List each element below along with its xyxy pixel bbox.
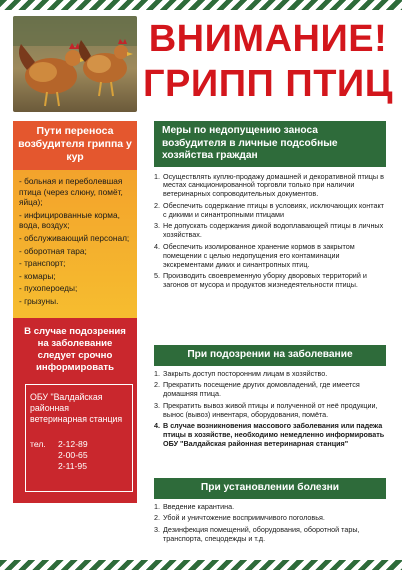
list-text: Введение карантина. xyxy=(163,501,235,511)
list-text: Обеспечить изолированное хранение кормов в закрытом помещении с целью недопущения его контаминации экскрементами диких и синантропных птиц. xyxy=(163,242,355,269)
list-item: - пухопероеды; xyxy=(19,283,78,294)
phone-block xyxy=(30,439,128,472)
transmission-routes-title: Пути переноса возбудителя гриппа у кур xyxy=(13,121,137,170)
list-item xyxy=(154,202,386,220)
suspicion-title: При подозрении на заболевание xyxy=(154,345,386,366)
list-number: 1. xyxy=(154,501,160,511)
suspicion-list xyxy=(154,370,386,449)
list-item xyxy=(154,514,386,523)
list-number: 1. xyxy=(154,368,160,378)
list-item: - больная и переболевшая птица (через слюну, помёт, яйца); xyxy=(19,176,123,208)
transmission-routes-panel xyxy=(13,121,137,336)
report-contact-panel xyxy=(13,318,137,503)
list-text: Прекратить посещение других домовладений, где имеется домашняя птица. xyxy=(163,380,360,399)
disease-established-section xyxy=(154,478,386,544)
list-text: Не допускать содержания дикой водоплавающей птицы в личных хозяйствах. xyxy=(163,221,384,240)
list-number: 2. xyxy=(154,200,160,210)
list-text: Дезинфекция помещений, оборудования, оборотной тары, транспорта, спецодежды и т.д. xyxy=(163,525,360,543)
transmission-routes-list xyxy=(13,170,137,307)
top-stripe-border xyxy=(0,0,402,10)
prevention-measures-section xyxy=(154,121,386,290)
list-item xyxy=(154,370,386,379)
list-number: 3. xyxy=(154,221,160,231)
list-text: Обеспечить содержание птицы в условиях, исключающих контакт с дикими и синантропными птицами xyxy=(163,200,384,219)
vet-station-contact-box xyxy=(25,384,133,492)
list-item xyxy=(154,272,386,290)
disease-established-list xyxy=(154,503,386,544)
list-item xyxy=(154,526,386,544)
phone-list xyxy=(58,439,88,472)
list-item xyxy=(154,503,386,512)
list-item xyxy=(154,402,386,420)
phone-label: тел. xyxy=(30,439,46,449)
list-item-emphasis xyxy=(154,422,386,448)
list-number: 4. xyxy=(154,242,160,252)
list-text: Закрыть доступ посторонним лицам в хозяйство. xyxy=(163,368,328,378)
list-number: 3. xyxy=(154,400,160,410)
phone-number: 2-12-89 xyxy=(58,439,88,449)
phone-number: 2-11-95 xyxy=(58,461,87,471)
vet-station-name: ОБУ "Валдайская районная ветеринарная станция xyxy=(30,392,123,424)
prevention-measures-list xyxy=(154,173,386,291)
chickens-photo xyxy=(13,16,137,112)
bottom-stripe-border xyxy=(0,560,402,570)
phone-number: 2-00-65 xyxy=(58,450,88,460)
list-item xyxy=(154,222,386,240)
list-text: Производить своевременную уборку дворовых территорий и загонов от мусора и продуктов жизнедеятельности птицы. xyxy=(163,271,367,290)
list-text: Прекратить вывоз живой птицы и полученной от неё продукции, вынос (вывоз) инвентаря, оборудования, помёта. xyxy=(163,400,378,419)
list-number: 5. xyxy=(154,271,160,281)
list-item xyxy=(154,243,386,269)
list-item: - оборотная тара; xyxy=(19,245,87,256)
list-number: 2. xyxy=(154,513,160,523)
headline-attention: ВНИМАНИЕ! xyxy=(148,18,388,60)
suspicion-section xyxy=(154,345,386,449)
report-contact-title: В случае подозрения на заболевание следует срочно информировать xyxy=(24,326,126,373)
list-item: - инфицированные корма, вода, воздух; xyxy=(19,209,120,231)
list-number: 4. xyxy=(154,421,160,431)
list-number: 2. xyxy=(154,380,160,390)
list-text: Осуществлять куплю-продажу домашней и декоративной птицы в местах санкционированной торговли только при наличии ветеринарных сопроводительных документов. xyxy=(163,171,384,199)
list-item xyxy=(154,173,386,199)
prevention-measures-title: Меры по недопущению заноса возбудителя в личные подсобные хозяйства граждан xyxy=(154,121,386,167)
headline-bird-flu: ГРИПП ПТИЦ xyxy=(143,63,393,105)
headline xyxy=(142,18,394,106)
list-item: - грызуны. xyxy=(19,295,59,306)
list-item: - комары; xyxy=(19,270,56,281)
list-item: - транспорт; xyxy=(19,258,66,269)
list-text: В случае возникновения массового заболевания или падежа птицы в хозяйстве, необходимо немедленно информировать ОБУ "Валдайская районная ветеринарная станция" xyxy=(163,421,385,449)
list-number: 1. xyxy=(154,171,160,181)
list-text: Убой и уничтожение восприимчивого поголовья. xyxy=(163,513,325,523)
list-number: 3. xyxy=(154,525,160,535)
list-item: - обслуживающий персонал; xyxy=(19,232,130,243)
list-item xyxy=(154,381,386,399)
disease-established-title: При установлении болезни xyxy=(154,478,386,499)
